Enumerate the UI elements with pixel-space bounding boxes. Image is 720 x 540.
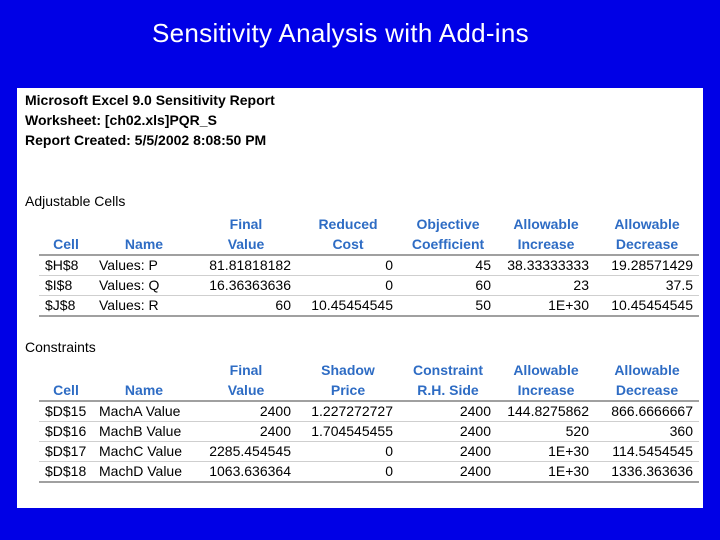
table-cell: 360 [595, 422, 699, 442]
table-cell: $I$8 [39, 276, 93, 296]
table-cell: 0 [297, 462, 399, 483]
col-header: Cell [39, 380, 93, 401]
constraints-table [39, 360, 699, 483]
table-cell: 1E+30 [497, 442, 595, 462]
col-header [93, 360, 195, 380]
table-row [39, 255, 699, 276]
col-header: Objective [416, 216, 480, 232]
col-header: Shadow [321, 362, 375, 378]
table-cell: MachA Value [93, 401, 195, 422]
col-header: Name [93, 380, 195, 401]
table-cell: 23 [497, 276, 595, 296]
col-header [93, 214, 195, 234]
table-cell: 38.33333333 [497, 255, 595, 276]
table-cell: 1063.636364 [195, 462, 297, 483]
table-cell: 50 [399, 296, 497, 317]
table-cell: 1336.363636 [595, 462, 699, 483]
table-cell: 1.227272727 [297, 401, 399, 422]
table-cell: 10.45454545 [595, 296, 699, 317]
col-header: Coefficient [399, 234, 497, 255]
report-program-line: Microsoft Excel 9.0 Sensitivity Report [25, 92, 275, 108]
col-header: Allowable [513, 362, 579, 378]
table-cell: 2285.454545 [195, 442, 297, 462]
col-header: Decrease [595, 234, 699, 255]
table-cell: MachD Value [93, 462, 195, 483]
constraints-title: Constraints [25, 339, 96, 355]
col-header: Final [229, 216, 263, 232]
table-cell: 1E+30 [497, 296, 595, 317]
report-worksheet-line: Worksheet: [ch02.xls]PQR_S [25, 112, 217, 128]
table-cell: 2400 [399, 401, 497, 422]
col-header: Decrease [595, 380, 699, 401]
table-cell: 520 [497, 422, 595, 442]
col-header: Reduced [318, 216, 378, 232]
col-header: Increase [497, 234, 595, 255]
table-cell: Values: Q [93, 276, 195, 296]
col-header [39, 360, 93, 380]
constraints-header-row-top [39, 360, 699, 380]
col-header: Cell [39, 234, 93, 255]
col-header: Allowable [614, 362, 680, 378]
table-cell: $D$16 [39, 422, 93, 442]
table-cell: 1E+30 [497, 462, 595, 483]
table-cell: 0 [297, 276, 399, 296]
table-cell: $D$18 [39, 462, 93, 483]
table-cell: MachC Value [93, 442, 195, 462]
table-cell: 2400 [399, 462, 497, 483]
table-cell: 10.45454545 [297, 296, 399, 317]
table-cell: $J$8 [39, 296, 93, 317]
table-row [39, 442, 699, 462]
col-header: Allowable [614, 216, 680, 232]
col-header: Increase [497, 380, 595, 401]
table-cell: $D$17 [39, 442, 93, 462]
report-created-line: Report Created: 5/5/2002 8:08:50 PM [25, 132, 267, 148]
table-cell: 60 [195, 296, 297, 317]
col-header: R.H. Side [399, 380, 497, 401]
col-header [39, 214, 93, 234]
col-header: Constraint [413, 362, 483, 378]
table-cell: 2400 [195, 422, 297, 442]
table-cell: Values: R [93, 296, 195, 317]
col-header: Value [195, 234, 297, 255]
col-header: Price [297, 380, 399, 401]
table-row [39, 422, 699, 442]
adjustable-cells-title: Adjustable Cells [25, 193, 126, 209]
adjustable-header-row-bottom [39, 234, 699, 255]
table-cell: 2400 [399, 422, 497, 442]
table-cell: 45 [399, 255, 497, 276]
table-cell: 0 [297, 442, 399, 462]
table-row [39, 276, 699, 296]
col-header: Allowable [513, 216, 579, 232]
adjustable-header-row-top [39, 214, 699, 234]
table-cell: 114.5454545 [595, 442, 699, 462]
table-row [39, 401, 699, 422]
slide-title: Sensitivity Analysis with Add-ins [152, 18, 529, 48]
table-cell: 144.8275862 [497, 401, 595, 422]
table-cell: 81.81818182 [195, 255, 297, 276]
table-cell: $D$15 [39, 401, 93, 422]
table-cell: 866.6666667 [595, 401, 699, 422]
table-cell: 37.5 [595, 276, 699, 296]
constraints-header-row-bottom [39, 380, 699, 401]
table-cell: 2400 [399, 442, 497, 462]
table-cell: 19.28571429 [595, 255, 699, 276]
table-cell: MachB Value [93, 422, 195, 442]
table-row [39, 462, 699, 483]
sensitivity-report [17, 88, 703, 508]
col-header: Name [93, 234, 195, 255]
col-header: Value [195, 380, 297, 401]
table-cell: 0 [297, 255, 399, 276]
table-cell: $H$8 [39, 255, 93, 276]
table-cell: Values: P [93, 255, 195, 276]
table-row [39, 296, 699, 317]
table-cell: 60 [399, 276, 497, 296]
table-cell: 2400 [195, 401, 297, 422]
col-header: Final [229, 362, 263, 378]
adjustable-cells-table [39, 214, 699, 317]
col-header: Cost [297, 234, 399, 255]
table-cell: 16.36363636 [195, 276, 297, 296]
table-cell: 1.704545455 [297, 422, 399, 442]
